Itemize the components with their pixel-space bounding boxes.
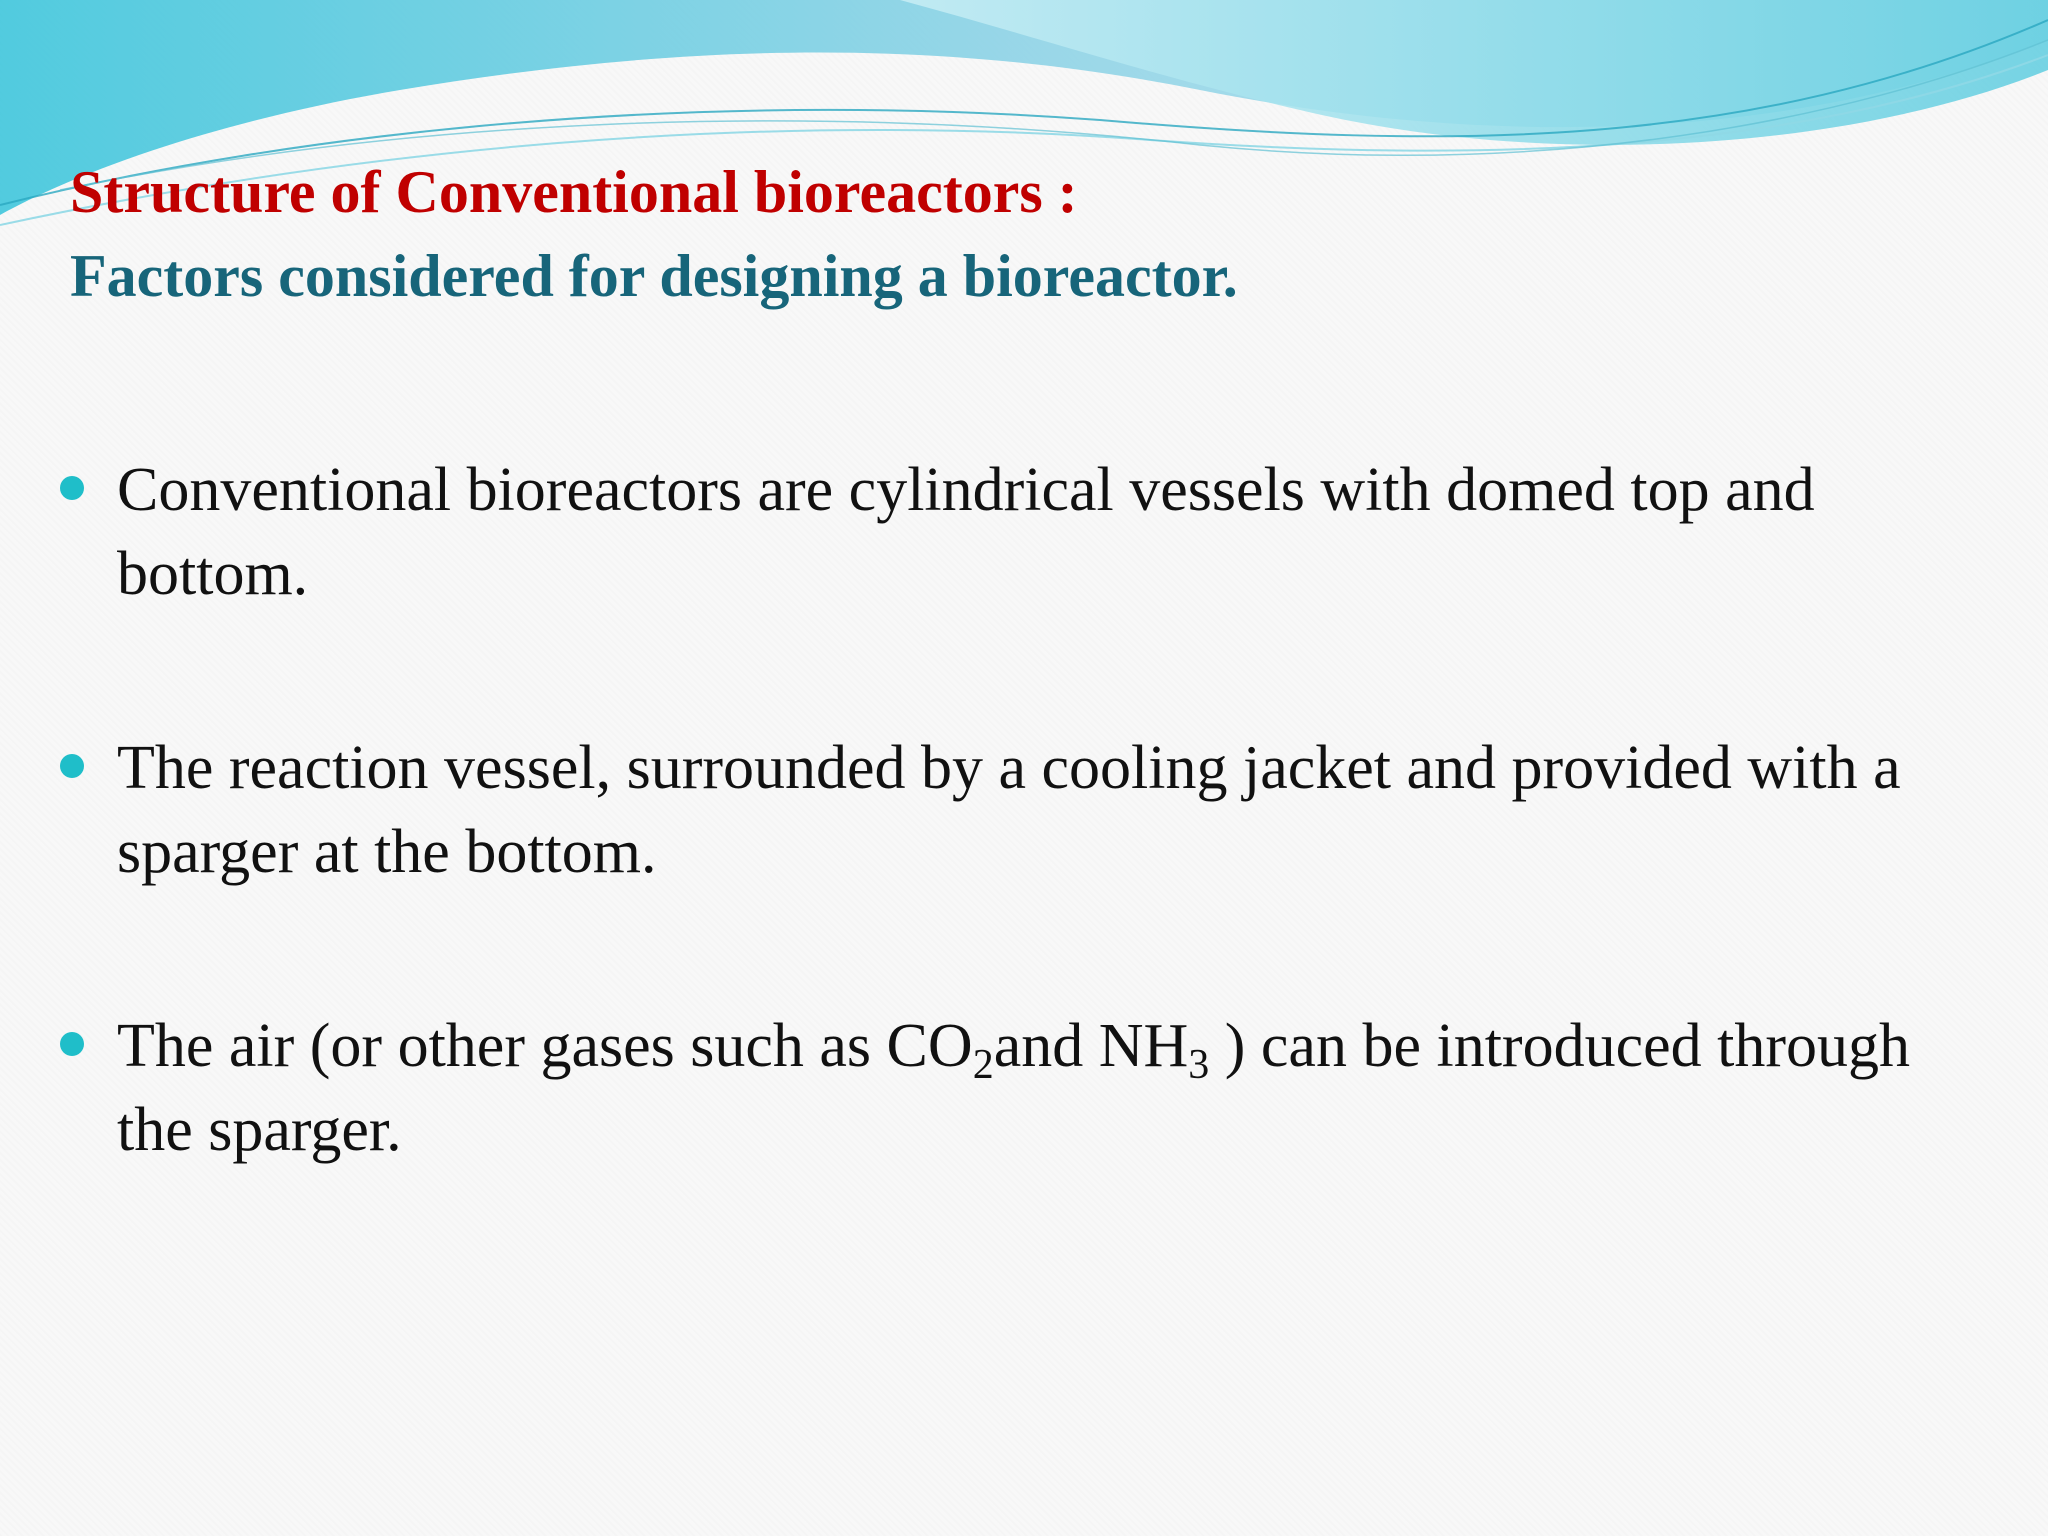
bullet-dot-icon xyxy=(60,476,84,500)
slide-subtitle: Factors considered for designing a bioreactor. xyxy=(70,243,1238,309)
bullet-text-part: The air (or other gases such as CO xyxy=(117,1012,973,1080)
bullet-text xyxy=(117,1012,1910,1164)
bullet-text-part: and NH xyxy=(993,1012,1189,1080)
subscript: 3 xyxy=(1188,1042,1210,1088)
bullet-text: The reaction vessel, surrounded by a cooling jacket and provided with a sparger at the bottom. xyxy=(117,734,1901,886)
slide-titles xyxy=(70,150,1970,318)
bullet-list xyxy=(60,448,1960,1282)
bullet-item xyxy=(60,726,1960,894)
bullet-text: Conventional bioreactors are cylindrical vessels with domed top and bottom. xyxy=(117,456,1815,608)
bullet-text-part: ) can be introduced through the sparger. xyxy=(117,1012,1910,1164)
bullet-item xyxy=(60,448,1960,616)
subscript: 2 xyxy=(972,1042,994,1088)
bullet-item xyxy=(60,1004,1960,1172)
slide-title: Structure of Conventional bioreactors : xyxy=(70,159,1078,225)
bullet-dot-icon xyxy=(60,1032,84,1056)
bullet-dot-icon xyxy=(60,754,84,778)
